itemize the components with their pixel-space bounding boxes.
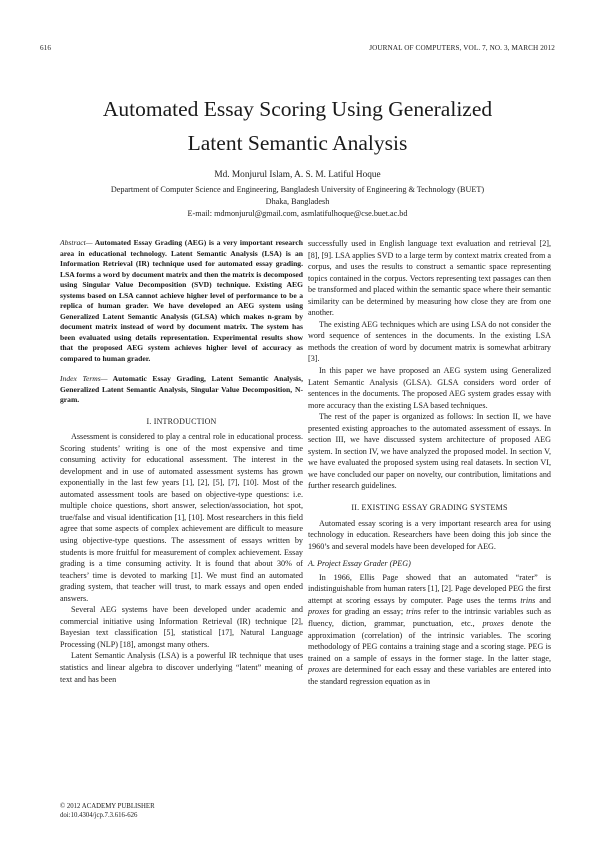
page-number: 616 (40, 44, 52, 52)
section-heading-existing-systems: II. EXISTING ESSAY GRADING SYSTEMS (351, 503, 508, 513)
peg-text-d: refer to the intrinsic variables such as fluency, diction, grammar, punctuation, etc., (308, 607, 551, 628)
paper-title (40, 92, 555, 160)
peg-term-trins-2: trins (406, 607, 421, 617)
abstract (60, 238, 303, 364)
existing-aeg-paragraph: The existing AEG techniques which are using LSA do not consider the word sequence of sentences in the documents. In the existing LSA methods the creation of word by document matrix is somewhat arbitrary [3]. (308, 319, 551, 364)
abstract-text: Automated Essay Grading (AEG) is a very important research area in educational technology. Latent Semantic Analysis (LSA) is an Information Retrieval (IR) technique used for automated essay grading. LSA forms a word by document matrix and then the matrix is decomposed using Singular Value Decomposition (SVD) technique. Existing AEG systems based on LSA cannot achieve higher level of performance to be a replica of human grader. We have developed an AEG system using Generalized Latent Semantic Analysis (GLSA) which makes n-gram by document matrix instead of word by document matrix. The system has been evaluated using details representation. Experimental results show that the proposed AEG system achieves higher level of accuracy as compared to human grader. (60, 238, 303, 363)
subsection-heading-peg: A. Project Essay Grader (PEG) (308, 559, 411, 569)
affiliation-department: Department of Computer Science and Engineering, Bangladesh University of Engineering & Technology (BUET) (110, 185, 485, 194)
peg-text-f: are determined for each essay and these variables are entered into the standard regression equation as in (308, 665, 551, 686)
peg-text-b: and (535, 595, 551, 605)
copyright: © 2012 ACADEMY PUBLISHER (60, 803, 155, 810)
lsa-paragraph: successfully used in English language text evaluation and retrieval [2], [8], [9]. LSA applies SVD to a large term by context matrix created from a corpus, and uses the results to construct a semantic space representing topics contained in the corpus. Vectors representing text passages can then be transformed and placed within the semantic space where their semantic similarity can be determined by measuring how close they are from one another. (308, 239, 551, 318)
journal-header: JOURNAL OF COMPUTERS, VOL. 7, NO. 3, MARCH 2012 (369, 44, 555, 52)
authors: Md. Monjurul Islam, A. S. M. Latiful Hoque (214, 170, 381, 180)
proposal-paragraph: In this paper we have proposed an AEG system using Generalized Latent Semantic Analysis (GLSA). GLSA considers word order of sentences in the documents. The proposed AEG system grades essay with more accuracy than the existing LSA based techniques. (308, 366, 551, 410)
peg-paragraph (308, 572, 551, 687)
intro-paragraph-1: Assessment is considered to play a central role in educational process. Scoring students’ writing is one of the most expensive and time consuming activity for educational assessment. The interest in the development and in use of automated assessment systems has grown exponentially in the last few years [1], [2], [5], [7], [10]. Most of the automated assessment tools are based on objective-type questions: i.e. multiple choice questions, short answer, selection/association, hot spot, true/false and visual identification [1], [10]. Most researchers in this field agree that some aspects of complex achievement are difficult to measure using objective-type questions. The assessment of essays written by students is more fruitful for measurement of complex achievement. Essay grading is a time consuming activity. It is found that about 30% of teachers’ time is devoted to marking [1]. We must find an automated grading system, that teacher will trust, to mark essays and open ended answers. (60, 432, 303, 603)
peg-term-proxes-2: proxes (482, 618, 504, 628)
peg-term-proxes: proxes (308, 607, 330, 617)
right-column (308, 238, 551, 687)
title-line-2: Latent Semantic Analysis (187, 131, 408, 155)
affiliation-city: Dhaka, Bangladesh (265, 197, 330, 206)
peg-text-c: for grading an essay; (329, 607, 407, 617)
abstract-label: Abstract— (60, 238, 93, 247)
affiliation (40, 184, 555, 220)
existing-systems-paragraph: Automated essay scoring is a very important research area for using technology in education. Researchers have been doing this job since the 1960’s and several models have been developed for AEG. (308, 518, 551, 551)
peg-text-e: denote the approximation (correlation) of the intrinsic variables. The scoring methodology of PEG contains a training stage and a scoring stage. PEG is trained on a sample of essays in the former stage. In the latter stage, (308, 618, 551, 663)
footer (60, 802, 155, 820)
index-terms (60, 374, 303, 406)
organization-paragraph: The rest of the paper is organized as follows: In section II, we have presented existing approaches to the automated assessment of essays. In section III, we have discussed system architecture of proposed AEG system. In section IV, we have analyzed the proposed model. In section V, we have evaluated the proposed system using real datasets. In section VI, we have concluded our paper on novelty, our contribution, limitations and further research guidelines. (308, 412, 551, 491)
peg-term-proxes-3: proxes (308, 665, 330, 675)
running-header (40, 44, 555, 54)
peg-text-a: In 1966, Ellis Page showed that an automated “rater” is indistinguishable from human raters [1], [2]. Page developed PEG the first attempt at scoring essays by computer. Page uses the terms (308, 572, 551, 605)
left-column (60, 238, 303, 685)
intro-paragraph-3: Latent Semantic Analysis (LSA) is a powerful IR technique that uses statistics and linear algebra to discover underlying “latent” meaning of text and has been (60, 651, 303, 684)
section-heading-introduction: I. INTRODUCTION (146, 416, 217, 426)
intro-paragraph-2: Several AEG systems have been developed under academic and commercial initiative using Information Retrieval (IR) technique [2], Bayesian text classification [5], statistical [17], Natural Language Processing (NLP) [18], amongst many others. (60, 605, 303, 649)
peg-term-trins: trins (520, 595, 536, 605)
doi: doi:10.4304/jcp.7.3.616-626 (60, 812, 138, 819)
affiliation-email: E-mail: mdmonjurul@gmail.com, asmlatifulhoque@cse.buet.ac.bd (187, 209, 408, 218)
index-terms-text: Automatic Essay Grading, Latent Semantic Analysis, Generalized Latent Semantic Analysis, Singular Value Decomposition, N-gram. (60, 374, 304, 404)
index-terms-label: Index Terms— (60, 374, 108, 383)
title-line-1: Automated Essay Scoring Using Generalized (102, 97, 493, 121)
